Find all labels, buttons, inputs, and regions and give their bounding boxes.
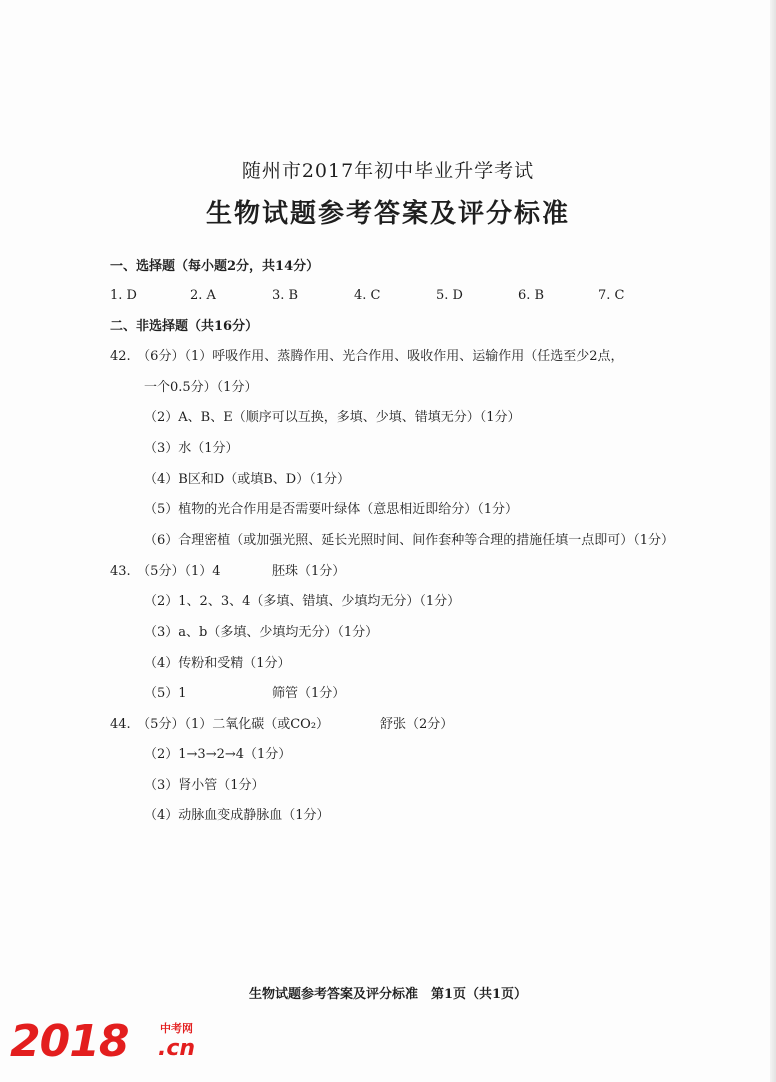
answer-2: 2. A bbox=[190, 288, 216, 303]
q43-line-1: 43. （5分）（1）4 bbox=[110, 564, 221, 579]
q42-line-1: 42. （6分）（1）呼吸作用、蒸腾作用、光合作用、吸收作用、运输作用（任选至少2点， bbox=[110, 349, 624, 364]
q44-part-4: （4）动脉血变成静脉血（1分） bbox=[144, 808, 330, 823]
q43-part-5-answer: 筛管（1分） bbox=[272, 686, 346, 701]
q43-line-1-answer: 胚珠（1分） bbox=[272, 564, 346, 579]
q43-part-5: （5）1 bbox=[144, 686, 187, 701]
logo-domain: .cn bbox=[158, 1036, 196, 1061]
q44-line-1: 44. （5分）（1）二氧化碳（或CO₂） bbox=[110, 717, 330, 732]
page-footer: 生物试题参考答案及评分标准 第1页（共1页） bbox=[248, 987, 528, 1002]
answer-5: 5. D bbox=[436, 288, 463, 303]
answer-3: 3. B bbox=[272, 288, 299, 303]
section-2-heading: 二、非选择题（共16分） bbox=[110, 319, 259, 334]
q42-line-2: 一个0.5分）（1分） bbox=[144, 380, 258, 395]
document-subtitle: 生物试题参考答案及评分标准 bbox=[205, 199, 570, 229]
q42-part-3: （3）水（1分） bbox=[144, 441, 239, 456]
answer-1: 1. D bbox=[110, 288, 137, 303]
q42-part-2: （2）A、B、E（顺序可以互换，多填、少填、错填无分）（1分） bbox=[144, 410, 521, 425]
q44-part-2: （2）1→3→2→4（1分） bbox=[144, 747, 292, 762]
site-watermark-logo bbox=[10, 1016, 210, 1068]
answer-4: 4. C bbox=[354, 288, 381, 303]
logo-number: 2018 bbox=[10, 1016, 129, 1067]
section-1-heading: 一、选择题（每小题2分，共14分） bbox=[110, 259, 320, 274]
q42-part-5: （5）植物的光合作用是否需要叶绿体（意思相近即给分）（1分） bbox=[144, 502, 519, 517]
q44-part-3: （3）肾小管（1分） bbox=[144, 778, 265, 793]
logo-tag: 中考网 bbox=[160, 1022, 193, 1035]
q44-line-1-answer: 舒张（2分） bbox=[380, 717, 454, 732]
exam-title: 随州市2017年初中毕业升学考试 bbox=[241, 160, 535, 182]
q42-part-4: （4）B区和D（或填B、D）（1分） bbox=[144, 472, 350, 487]
q43-part-2: （2）1、2、3、4（多填、错填、少填均无分）（1分） bbox=[144, 594, 461, 609]
q43-part-4: （4）传粉和受精（1分） bbox=[144, 656, 291, 671]
answer-6: 6. B bbox=[518, 288, 545, 303]
q42-part-6: （6）合理密植（或加强光照、延长光照时间、间作套种等合理的措施任填一点即可）（1分） bbox=[144, 533, 675, 548]
answer-7: 7. C bbox=[598, 288, 625, 303]
q43-part-3: （3）a、b（多填、少填均无分）（1分） bbox=[144, 625, 379, 640]
